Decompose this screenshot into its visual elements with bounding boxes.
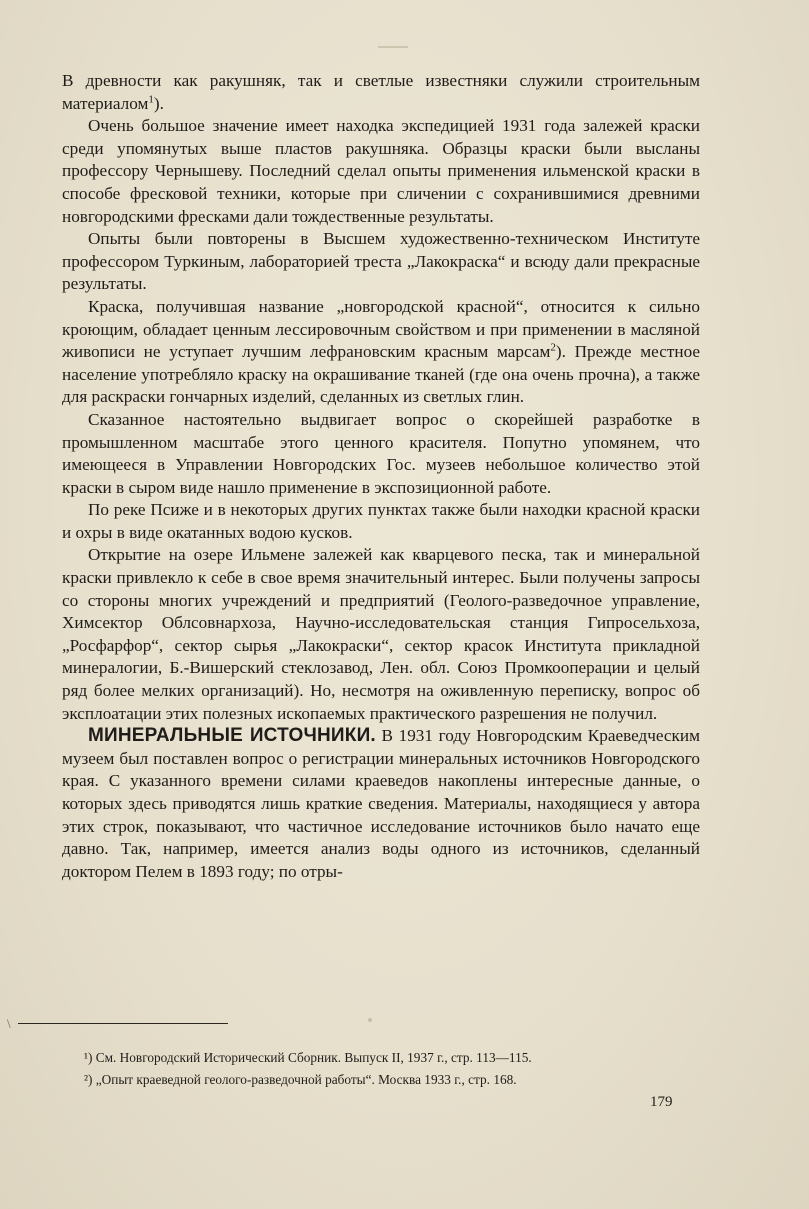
paragraph-3: Опыты были повторены в Высшем художественно-техническом Институте профессором Туркиным, лабораторией треста „Лакокраска“ и всюду дали прекрасные результаты. [62, 229, 700, 294]
section-text: В 1931 году Новгородским Краеведческим музеем был поставлен вопрос о регистрации минеральных источников Новгородского края. С указанного времени силами краеведов накоплены интересные данные, о которых здесь приводятся лишь краткие сведения. Материалы, находящиеся у автора этих строк, показывают, что частичное исследование источников было начато еще давно. Так, например, имеется анализ воды одного из источников, сделанный доктором Пелем в 1893 году; по отры- [62, 726, 700, 881]
footnote-divider [18, 1023, 228, 1024]
section-paragraph [62, 725, 700, 883]
footnote-ref-2: 2 [550, 341, 556, 354]
main-text [62, 70, 700, 883]
paragraph-2: Очень большое значение имеет находка экспедицией 1931 года залежей краски среди упомянутых выше пластов ракушняка. Образцы краски были высланы профессору Чернышеву. Последний сделал опыты применения ильменской краски в способе фресковой техники, которые при сличении с сохранившимися древними новгородскими фресками дали тождественные результаты. [62, 116, 700, 226]
paragraph-7: Открытие на озере Ильмене залежей как кварцевого песка, так и минеральной краски привлекло к себе в свое время значительный интерес. Были получены запросы со стороны многих учреждений и предприятий (Геолого-разведочное управление, Химсектор Облсовнархоза, Научно-исследовательская станция Гипросельхоза, „Росфарфор“, сектор сырья „Лакокраски“, сектор красок Института прикладной минералогии, Б.-Вишерский стеклозавод, Лен. обл. Союз Промкооперации и целый ряд более мелких организаций). Но, несмотря на оживленную переписку, вопрос об эксплоатации этих полезных ископаемых практического разрешения не получил. [62, 545, 700, 723]
footnote-1: ¹) См. Новгородский Исторический Сборник. Выпуск II, 1937 г., стр. 113—115. [84, 1050, 532, 1065]
ink-speck [368, 1018, 372, 1022]
footnote-2: ²) „Опыт краеведной геолого-разведочной работы“. Москва 1933 г., стр. 168. [84, 1072, 517, 1087]
paragraph-1: В древности как ракушняк, так и светлые известняки служили строительным материалом$^1$). [62, 71, 700, 113]
section-heading: МИНЕРАЛЬНЫЕ ИСТОЧНИКИ. [88, 725, 376, 747]
page-number: 179 [650, 1094, 673, 1110]
margin-mark: \ [7, 1016, 11, 1031]
top-rule-mark [378, 46, 408, 48]
footnotes [84, 1047, 704, 1091]
paragraph-6: По реке Псиже и в некоторых других пунктах также были находки красной краски и охры в виде окатанных водою кусков. [62, 500, 700, 542]
paragraph-5: Сказанное настоятельно выдвигает вопрос о скорейшей разработке в промышленном масштабе этого ценного красителя. Попутно упомянем, что имеющееся в Управлении Новгородских Гос. музеев небольшое количество этой краски в сыром виде нашло применение в экспозиционной работе. [62, 409, 700, 497]
footnote-ref-1: 1 [148, 92, 154, 105]
paragraph-4: Краска, получившая название „новгородской красной“, относится к сильно кроющим, обладает ценным лессировочным свойством и при применении в масляной живописи не уступает лучшим лефрановским красным марсам$^2$). Прежде местное население употребляло краску на окрашивание тканей (где она очень прочна), а также для раскраски гончарных изделий, сделанных из светлых глин. [62, 296, 700, 407]
